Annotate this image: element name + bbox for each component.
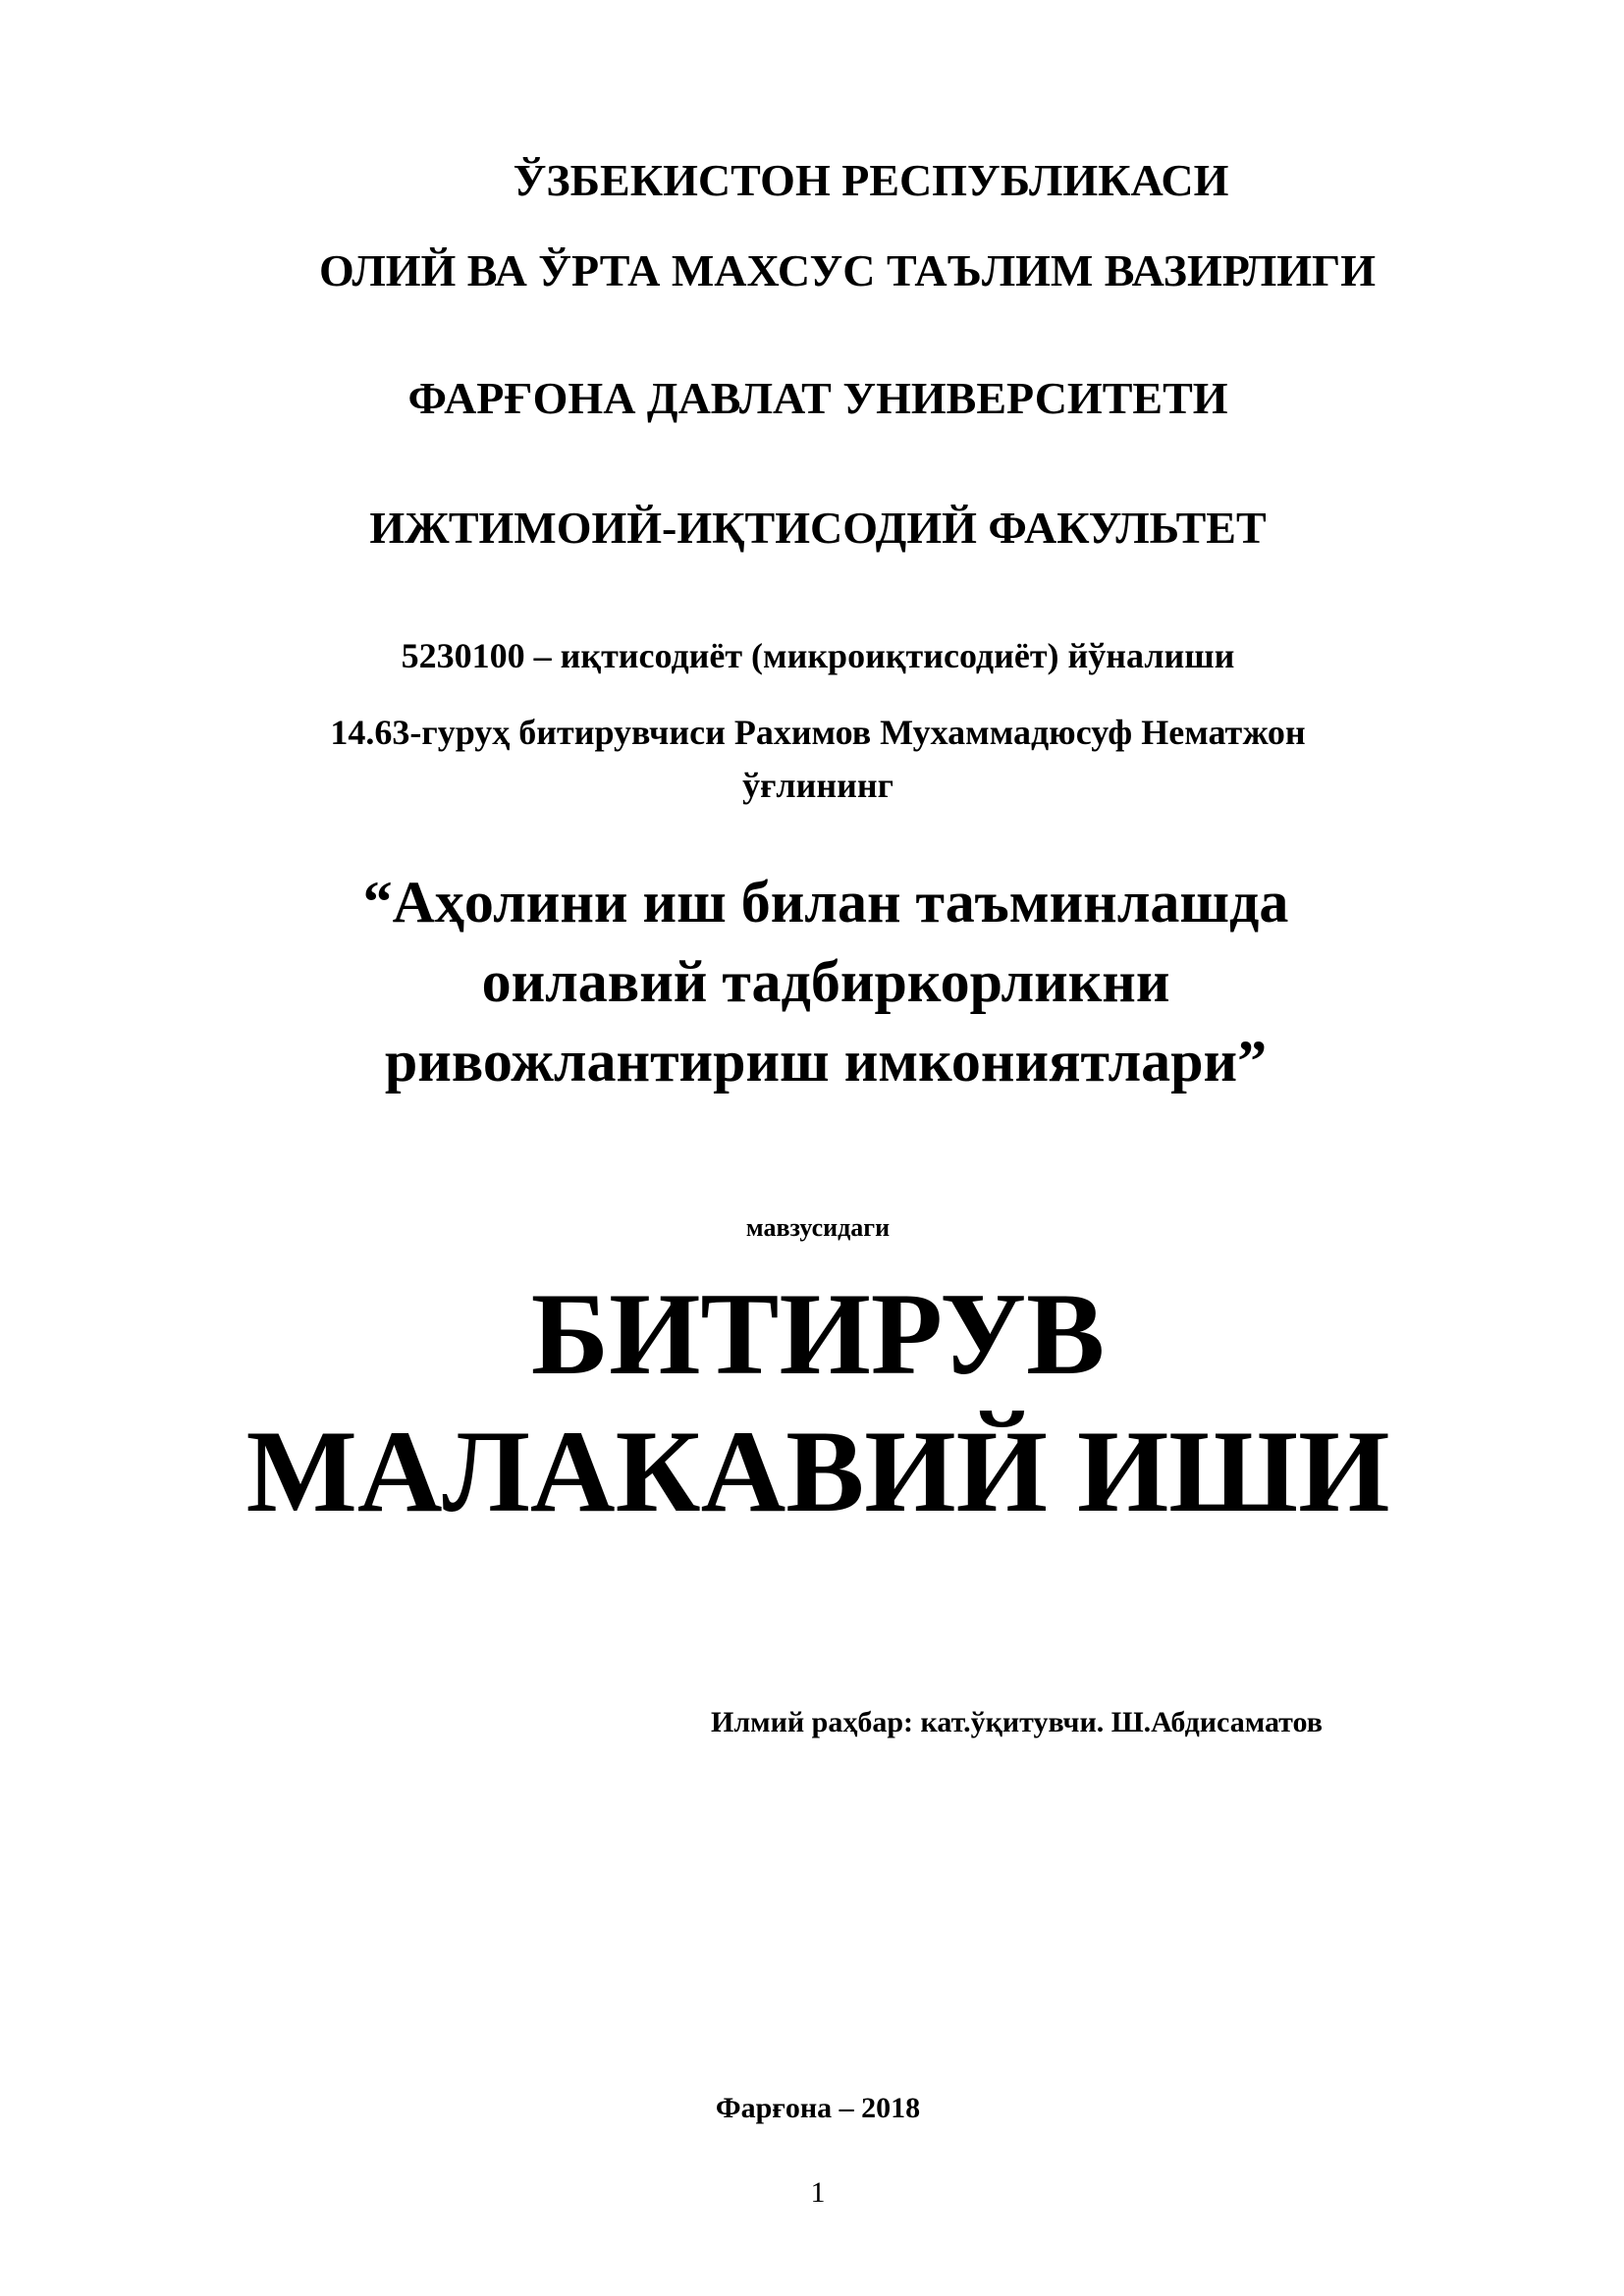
work-title-line-1: БИТИРУВ bbox=[530, 1268, 1106, 1399]
university-name: ФАРҒОНА ДАВЛАТ УНИВЕРСИТЕТИ bbox=[407, 373, 1228, 423]
topic-line-2: оилавий тадбиркорликни bbox=[481, 949, 1170, 1014]
graduate-line-1: 14.63-гуруҳ битирувчиси Рахимов Мухаммадюсуф Нематжон bbox=[330, 713, 1306, 752]
topic-label: мавзусидаги bbox=[745, 1213, 891, 1242]
supervisor: Илмий раҳбар: кат.ўқитувчи. Ш.Абдисаматов bbox=[711, 1706, 1323, 1738]
topic-line-3: ривожлантириш имкониятлари” bbox=[384, 1029, 1268, 1094]
work-title-line-2: МАЛАКАВИЙ ИШИ bbox=[245, 1406, 1390, 1536]
place-year: Фарғона – 2018 bbox=[715, 2092, 921, 2124]
study-direction: 5230100 – иқтисодиёт (микроиқтисодиёт) йўналиши bbox=[401, 636, 1235, 675]
topic-line-1: “Аҳолини иш билан таъминлашда bbox=[362, 870, 1289, 934]
faculty-name: ИЖТИМОИЙ-ИҚТИСОДИЙ ФАКУЛЬТЕТ bbox=[369, 503, 1267, 553]
graduate-line-2: ўғлининг bbox=[742, 766, 893, 805]
ministry-line-1: ЎЗБЕКИСТОН РЕСПУБЛИКАСИ bbox=[513, 155, 1229, 205]
ministry-line-2: ОЛИЙ ВА ЎРТА МАХСУС ТАЪЛИМ ВАЗИРЛИГИ bbox=[318, 245, 1377, 295]
page-number: 1 bbox=[810, 2176, 826, 2209]
